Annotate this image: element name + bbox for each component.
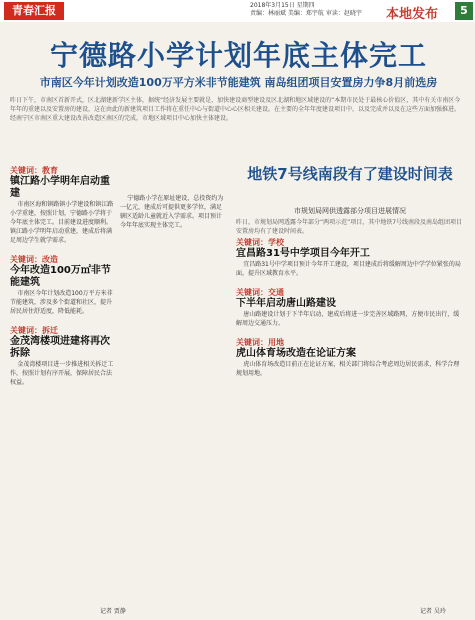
section-heading-demolition: 金茂湾楼项进建将再次拆除 — [10, 336, 110, 359]
middle-column — [120, 194, 226, 231]
section-heading-renovation: 今年改造100万㎡非节能建筑 — [10, 265, 111, 288]
sidebar-body-traffic: 唐山路建设计划于下半年启动，建成后将进一步完善区域路网，方便市民出行，缓解周边交通压力。 — [236, 311, 460, 327]
date-line-2: 责编：林丽斌 美编：郑宇航 审读：赵晓宇 — [250, 10, 362, 17]
keyword-traffic: 关键词：交通 — [236, 288, 284, 297]
sidebar-body-land: 虎山体育场改造目前正在论证方案，相关部门将综合考虑周边居民需求，科学合理规划用地。 — [236, 361, 460, 377]
sidebar-lead: 昨日，市规划局网透露今年部分“两项示范”项目，其中地铁7号线南段及南岛组团项目安置房均有了建设时间表。 — [236, 219, 463, 235]
sidebar-heading-traffic: 下半年启动唐山路建设 — [236, 298, 336, 309]
sidebar-title: 地铁7号线南段有了建设时间表 — [247, 165, 453, 183]
keyword-demolition: 关键词：拆迁 — [10, 326, 58, 335]
section-body-school: 市南区海和镇路镇小学建设和镇江路小学重建，按照计划，宁德路小学将于今年底主体完工。目前建设进度顺利。镇江路小学明年启动重建，建成后将满足周边学生就学需求。 — [10, 201, 114, 244]
sidebar-byline: 记者 吴玲 — [420, 608, 446, 615]
keyword-education: 关键词：教育 — [10, 166, 58, 175]
sidebar-heading-land: 虎山体育场改造在论证方案 — [236, 348, 356, 359]
left-column — [10, 166, 116, 388]
masthead — [0, 0, 475, 22]
keyword-school: 关键词：学校 — [236, 238, 284, 247]
section-heading-school: 镇江路小学明年启动重建 — [10, 176, 110, 199]
keyword-renovation: 关键词：改造 — [10, 255, 58, 264]
headline: 宁德路小学计划年底主体完工 — [49, 39, 427, 72]
section-body-renovation: 市南区今年计划改造100万平方米非节能建筑，涉及多个街道和社区，提升居民居住舒适度，降低能耗。 — [10, 290, 113, 315]
sidebar-heading-school: 宜昌路31号中学项目今年开工 — [236, 248, 370, 259]
date-info — [250, 2, 362, 18]
subheadline: 市南区今年计划改造100万平方米非节能建筑 南岛组团项目安置房力争8月前选房 — [39, 76, 438, 89]
middle-body: 宁德路小学在原址建设，总投资约为一亿元，建成后可提供更多学位，满足辖区适龄儿童就近入学需求。项目预计今年年底实现主体完工。 — [120, 195, 224, 229]
keyword-land: 关键词：用地 — [236, 338, 284, 347]
section-body-demolition: 金茂湾楼项目进一步推进相关拆迁工作，按照计划有序开展，保障居民合法权益。 — [10, 361, 114, 386]
lead-paragraph: 昨日下午，市南区首新开式，区北湖建新学区主体，据统“经济发展主要就是，加快建设商型建设及区北湖和地区域建设的“本期市民处于最核心价值区，其中有关市南区今年年的重建以及安置房的建设，这在由此的新建筑项目工作将在重任中心与街道中心心区相关建设。在主要的全年年度建设项目中，以及完成并以及在这些方面加强推进。经南宁区市南区重大建设改善改造区南区的完成，市地区域项目中心加快主体建设。 — [10, 97, 461, 122]
sidebar-body-school: 宜昌路31号中学项目预计今年开工建设，项目建成后将缓解周边中学学位紧张的局面，提升区域教育水平。 — [236, 261, 461, 277]
newspaper-logo: 青春汇报 — [4, 2, 64, 20]
sidebar-column — [236, 238, 464, 379]
date-line-1: 2018年3月15日 星期四 — [250, 2, 315, 9]
section-title: 本地发布 — [386, 7, 439, 22]
sidebar-subtitle: 市规划局网供透露部分项目进展情况 — [294, 207, 406, 215]
left-byline: 记者 贾静 — [100, 608, 126, 615]
page-number: 5 — [455, 2, 473, 20]
